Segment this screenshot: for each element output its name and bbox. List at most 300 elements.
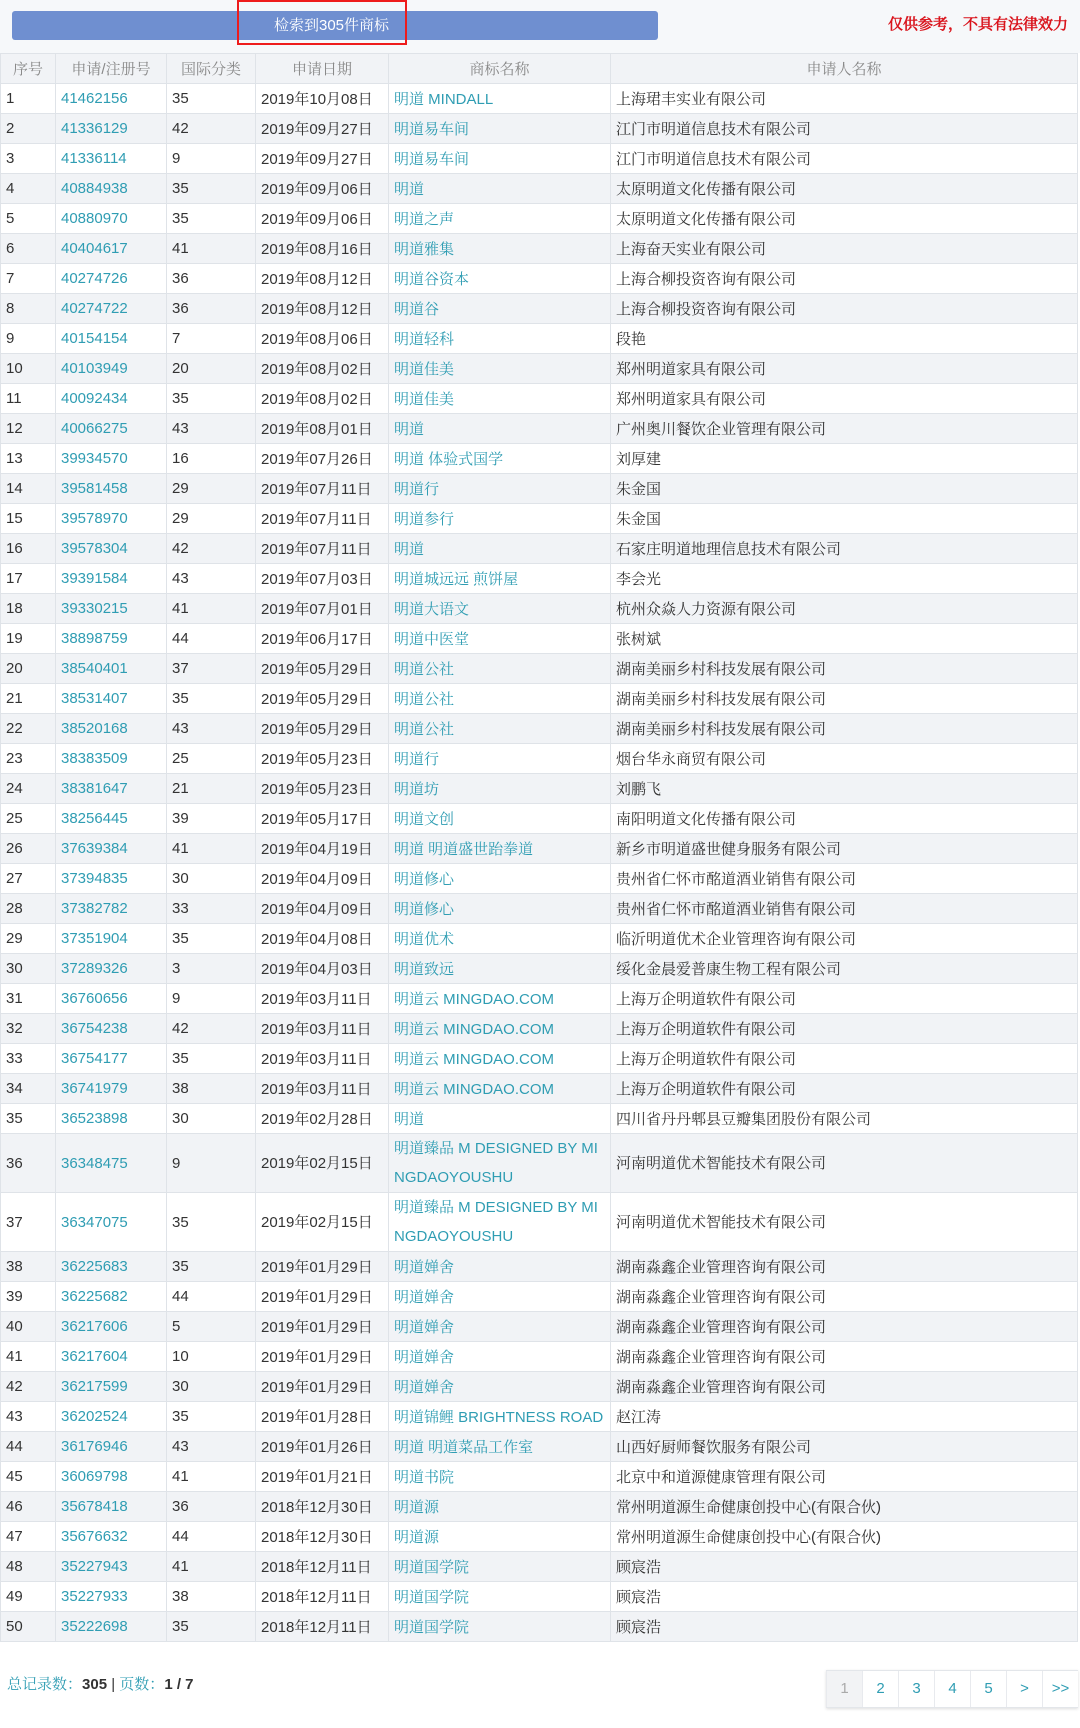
applicant-cell: 绥化金晨爱普康生物工程有限公司 (611, 954, 1078, 984)
class-cell: 41 (167, 234, 256, 264)
reg-number-link[interactable]: 38531407 (56, 684, 167, 714)
trademark-name-link[interactable]: 明道佳美 (389, 384, 611, 414)
date-cell: 2019年06月17日 (256, 624, 389, 654)
date-cell: 2019年07月26日 (256, 444, 389, 474)
table-row (1, 954, 1078, 984)
row-index: 18 (1, 594, 56, 624)
row-index: 48 (1, 1552, 56, 1582)
trademark-name-link[interactable]: 明道佳美 (389, 354, 611, 384)
trademark-name-link[interactable]: 明道云 MINGDAO.COM (389, 1044, 611, 1074)
class-cell: 35 (167, 84, 256, 114)
table-row (1, 1282, 1078, 1312)
class-cell: 10 (167, 1342, 256, 1372)
class-cell: 9 (167, 144, 256, 174)
applicant-cell: 朱金国 (611, 504, 1078, 534)
date-cell: 2019年05月17日 (256, 804, 389, 834)
trademark-name-link[interactable]: 明道婵舍 (389, 1372, 611, 1402)
table-row (1, 834, 1078, 864)
row-index: 24 (1, 774, 56, 804)
applicant-cell: 新乡市明道盛世健身服务有限公司 (611, 834, 1078, 864)
date-cell: 2019年09月06日 (256, 204, 389, 234)
applicant-cell: 湖南淼鑫企业管理咨询有限公司 (611, 1342, 1078, 1372)
date-cell: 2019年08月12日 (256, 294, 389, 324)
reg-number-link[interactable]: 39330215 (56, 594, 167, 624)
applicant-cell: 太原明道文化传播有限公司 (611, 204, 1078, 234)
class-cell: 21 (167, 774, 256, 804)
table-row (1, 84, 1078, 114)
column-header-class: 国际分类 (167, 54, 256, 84)
applicant-cell: 北京中和道源健康管理有限公司 (611, 1462, 1078, 1492)
reg-number-link[interactable]: 38898759 (56, 624, 167, 654)
table-row (1, 1372, 1078, 1402)
total-value: 305 (82, 1676, 108, 1693)
applicant-cell: 顾宸浩 (611, 1582, 1078, 1612)
applicant-cell: 山西好厨师餐饮服务有限公司 (611, 1432, 1078, 1462)
row-index: 4 (1, 174, 56, 204)
table-row (1, 1134, 1078, 1193)
date-cell: 2019年02月15日 (256, 1134, 389, 1193)
trademark-name-link[interactable]: 明道臻品 M DESIGNED BY MINGDAOYOUSHU (389, 1134, 611, 1193)
row-index: 28 (1, 894, 56, 924)
reg-number-link[interactable]: 40103949 (56, 354, 167, 384)
date-cell: 2019年05月29日 (256, 714, 389, 744)
class-cell: 35 (167, 684, 256, 714)
reg-number-link[interactable]: 39581458 (56, 474, 167, 504)
reg-number-link[interactable]: 35227933 (56, 1582, 167, 1612)
trademark-name-link[interactable]: 明道易车间 (389, 144, 611, 174)
table-header-row (1, 54, 1078, 84)
page-1-button[interactable]: 1 (826, 1671, 862, 1707)
row-index: 45 (1, 1462, 56, 1492)
trademark-name-link[interactable]: 明道修心 (389, 894, 611, 924)
applicant-cell: 湖南淼鑫企业管理咨询有限公司 (611, 1372, 1078, 1402)
row-index: 50 (1, 1612, 56, 1642)
class-cell: 35 (167, 1402, 256, 1432)
row-index: 35 (1, 1104, 56, 1134)
record-summary (7, 1673, 194, 1694)
class-cell: 42 (167, 114, 256, 144)
table-row (1, 534, 1078, 564)
row-index: 8 (1, 294, 56, 324)
class-cell: 7 (167, 324, 256, 354)
trademark-name-link[interactable]: 明道雅集 (389, 234, 611, 264)
reg-number-link[interactable]: 36202524 (56, 1402, 167, 1432)
trademark-name-link[interactable]: 明道行 (389, 474, 611, 504)
applicant-cell: 湖南淼鑫企业管理咨询有限公司 (611, 1312, 1078, 1342)
trademark-name-link[interactable]: 明道易车间 (389, 114, 611, 144)
table-row (1, 894, 1078, 924)
table-row (1, 414, 1078, 444)
date-cell: 2018年12月11日 (256, 1552, 389, 1582)
table-row (1, 744, 1078, 774)
class-cell: 35 (167, 1044, 256, 1074)
class-cell: 35 (167, 174, 256, 204)
reg-number-link[interactable]: 35222698 (56, 1612, 167, 1642)
row-index: 41 (1, 1342, 56, 1372)
row-index: 36 (1, 1134, 56, 1193)
pages-label: 页数： (119, 1676, 165, 1693)
date-cell: 2019年08月12日 (256, 264, 389, 294)
applicant-cell: 江门市明道信息技术有限公司 (611, 144, 1078, 174)
trademark-table (0, 53, 1078, 1642)
top-bar (0, 0, 1080, 53)
trademark-name-link[interactable]: 明道轻科 (389, 324, 611, 354)
date-cell: 2019年08月02日 (256, 354, 389, 384)
applicant-cell: 李会光 (611, 564, 1078, 594)
reg-number-link[interactable]: 40404617 (56, 234, 167, 264)
trademark-name-link[interactable]: 明道云 MINGDAO.COM (389, 1074, 611, 1104)
date-cell: 2019年07月11日 (256, 534, 389, 564)
date-cell: 2019年08月06日 (256, 324, 389, 354)
table-body (1, 84, 1078, 1642)
date-cell: 2019年01月26日 (256, 1432, 389, 1462)
page-3-button[interactable]: 3 (898, 1671, 934, 1707)
column-header-date: 申请日期 (256, 54, 389, 84)
trademark-name-link[interactable]: 明道之声 (389, 204, 611, 234)
row-index: 42 (1, 1372, 56, 1402)
date-cell: 2019年07月03日 (256, 564, 389, 594)
trademark-name-link[interactable]: 明道坊 (389, 774, 611, 804)
trademark-name-link[interactable]: 明道文创 (389, 804, 611, 834)
applicant-cell: 刘鹏飞 (611, 774, 1078, 804)
class-cell: 20 (167, 354, 256, 384)
trademark-name-link[interactable]: 明道致远 (389, 954, 611, 984)
reg-number-link[interactable]: 38520168 (56, 714, 167, 744)
date-cell: 2019年08月16日 (256, 234, 389, 264)
table-row (1, 714, 1078, 744)
reg-number-link[interactable]: 38381647 (56, 774, 167, 804)
row-index: 34 (1, 1074, 56, 1104)
date-cell: 2019年10月08日 (256, 84, 389, 114)
trademark-name-link[interactable]: 明道大语文 (389, 594, 611, 624)
reg-number-link[interactable]: 35676632 (56, 1522, 167, 1552)
reg-number-link[interactable]: 37289326 (56, 954, 167, 984)
reg-number-link[interactable]: 41336114 (56, 144, 167, 174)
applicant-cell: 顾宸浩 (611, 1612, 1078, 1642)
reg-number-link[interactable]: 40154154 (56, 324, 167, 354)
reg-number-link[interactable]: 40880970 (56, 204, 167, 234)
class-cell: 33 (167, 894, 256, 924)
reg-number-link[interactable]: 37382782 (56, 894, 167, 924)
class-cell: 41 (167, 594, 256, 624)
column-header-trademark: 商标名称 (389, 54, 611, 84)
applicant-cell: 南阳明道文化传播有限公司 (611, 804, 1078, 834)
reg-number-link[interactable]: 36760656 (56, 984, 167, 1014)
applicant-cell: 上海万企明道软件有限公司 (611, 984, 1078, 1014)
reg-number-link[interactable]: 36069798 (56, 1462, 167, 1492)
trademark-name-link[interactable]: 明道国学院 (389, 1612, 611, 1642)
row-index: 5 (1, 204, 56, 234)
reg-number-link[interactable]: 40066275 (56, 414, 167, 444)
reg-number-link[interactable]: 40274726 (56, 264, 167, 294)
trademark-name-link[interactable]: 明道云 MINGDAO.COM (389, 984, 611, 1014)
table-row (1, 1432, 1078, 1462)
trademark-name-link[interactable]: 明道 MINDALL (389, 84, 611, 114)
trademark-name-link[interactable]: 明道谷资本 (389, 264, 611, 294)
reg-number-link[interactable]: 38256445 (56, 804, 167, 834)
trademark-name-link[interactable]: 明道公社 (389, 714, 611, 744)
date-cell: 2019年07月11日 (256, 504, 389, 534)
applicant-cell: 贵州省仁怀市酩道酒业销售有限公司 (611, 894, 1078, 924)
date-cell: 2019年09月27日 (256, 144, 389, 174)
reg-number-link[interactable]: 37351904 (56, 924, 167, 954)
row-index: 12 (1, 414, 56, 444)
page-5-button[interactable]: 5 (970, 1671, 1006, 1707)
trademark-name-link[interactable]: 明道婵舍 (389, 1252, 611, 1282)
table-row (1, 1342, 1078, 1372)
reg-number-link[interactable]: 36754177 (56, 1044, 167, 1074)
class-cell: 29 (167, 474, 256, 504)
row-index: 10 (1, 354, 56, 384)
applicant-cell: 临沂明道优术企业管理咨询有限公司 (611, 924, 1078, 954)
trademark-name-link[interactable]: 明道修心 (389, 864, 611, 894)
reg-number-link[interactable]: 35678418 (56, 1492, 167, 1522)
trademark-name-link[interactable]: 明道谷 (389, 294, 611, 324)
applicant-cell: 河南明道优术智能技术有限公司 (611, 1193, 1078, 1252)
row-index: 17 (1, 564, 56, 594)
reg-number-link[interactable]: 36754238 (56, 1014, 167, 1044)
trademark-name-link[interactable]: 明道 (389, 414, 611, 444)
row-index: 16 (1, 534, 56, 564)
trademark-name-link[interactable]: 明道参行 (389, 504, 611, 534)
row-index: 14 (1, 474, 56, 504)
row-index: 1 (1, 84, 56, 114)
class-cell: 43 (167, 714, 256, 744)
date-cell: 2019年02月28日 (256, 1104, 389, 1134)
date-cell: 2019年04月19日 (256, 834, 389, 864)
class-cell: 36 (167, 1492, 256, 1522)
table-row (1, 1312, 1078, 1342)
date-cell: 2018年12月30日 (256, 1522, 389, 1552)
class-cell: 5 (167, 1312, 256, 1342)
table-row (1, 354, 1078, 384)
trademark-name-link[interactable]: 明道书院 (389, 1462, 611, 1492)
applicant-cell: 郑州明道家具有限公司 (611, 354, 1078, 384)
row-index: 15 (1, 504, 56, 534)
row-index: 26 (1, 834, 56, 864)
table-row (1, 654, 1078, 684)
page-2-button[interactable]: 2 (862, 1671, 898, 1707)
trademark-name-link[interactable]: 明道城远远 煎饼屋 (389, 564, 611, 594)
date-cell: 2019年05月29日 (256, 684, 389, 714)
trademark-name-link[interactable]: 明道优术 (389, 924, 611, 954)
table-row (1, 1522, 1078, 1552)
class-cell: 42 (167, 534, 256, 564)
table-row (1, 924, 1078, 954)
reg-number-link[interactable]: 37394835 (56, 864, 167, 894)
reg-number-link[interactable]: 36348475 (56, 1134, 167, 1193)
date-cell: 2019年01月21日 (256, 1462, 389, 1492)
reg-number-link[interactable]: 36217606 (56, 1312, 167, 1342)
date-cell: 2019年01月29日 (256, 1372, 389, 1402)
table-row (1, 114, 1078, 144)
row-index: 40 (1, 1312, 56, 1342)
applicant-cell: 贵州省仁怀市酩道酒业销售有限公司 (611, 864, 1078, 894)
trademark-name-link[interactable]: 明道 (389, 534, 611, 564)
table-row (1, 294, 1078, 324)
applicant-cell: 湖南美丽乡村科技发展有限公司 (611, 654, 1078, 684)
class-cell: 16 (167, 444, 256, 474)
reg-number-link[interactable]: 37639384 (56, 834, 167, 864)
reg-number-link[interactable]: 40274722 (56, 294, 167, 324)
reg-number-link[interactable]: 40884938 (56, 174, 167, 204)
row-index: 20 (1, 654, 56, 684)
class-cell: 3 (167, 954, 256, 984)
reg-number-link[interactable]: 38540401 (56, 654, 167, 684)
reg-number-link[interactable]: 36741979 (56, 1074, 167, 1104)
class-cell: 30 (167, 1104, 256, 1134)
pages-value: 1 / 7 (164, 1676, 194, 1693)
class-cell: 35 (167, 204, 256, 234)
reg-number-link[interactable]: 36217599 (56, 1372, 167, 1402)
date-cell: 2019年01月29日 (256, 1342, 389, 1372)
reg-number-link[interactable]: 41462156 (56, 84, 167, 114)
class-cell: 43 (167, 564, 256, 594)
table-row (1, 1104, 1078, 1134)
table-row (1, 264, 1078, 294)
class-cell: 35 (167, 1193, 256, 1252)
class-cell: 38 (167, 1074, 256, 1104)
reg-number-link[interactable]: 39578304 (56, 534, 167, 564)
row-index: 25 (1, 804, 56, 834)
row-index: 7 (1, 264, 56, 294)
applicant-cell: 四川省丹丹郫县豆瓣集团股份有限公司 (611, 1104, 1078, 1134)
trademark-name-link[interactable]: 明道行 (389, 744, 611, 774)
trademark-name-link[interactable]: 明道源 (389, 1492, 611, 1522)
row-index: 31 (1, 984, 56, 1014)
class-cell: 42 (167, 1014, 256, 1044)
reg-number-link[interactable]: 39578970 (56, 504, 167, 534)
page-4-button[interactable]: 4 (934, 1671, 970, 1707)
class-cell: 44 (167, 624, 256, 654)
applicant-cell: 上海合柳投资咨询有限公司 (611, 264, 1078, 294)
table-row (1, 1193, 1078, 1252)
trademark-name-link[interactable]: 明道公社 (389, 654, 611, 684)
trademark-name-link[interactable]: 明道公社 (389, 684, 611, 714)
row-index: 27 (1, 864, 56, 894)
class-cell: 9 (167, 984, 256, 1014)
class-cell: 43 (167, 1432, 256, 1462)
trademark-name-link[interactable]: 明道婵舍 (389, 1342, 611, 1372)
trademark-name-link[interactable]: 明道臻品 M DESIGNED BY MINGDAOYOUSHU (389, 1193, 611, 1252)
reg-number-link[interactable]: 36225682 (56, 1282, 167, 1312)
reg-number-link[interactable]: 36176946 (56, 1432, 167, 1462)
class-cell: 35 (167, 384, 256, 414)
date-cell: 2019年03月11日 (256, 984, 389, 1014)
table-row (1, 1014, 1078, 1044)
class-cell: 35 (167, 1252, 256, 1282)
reg-number-link[interactable]: 39391584 (56, 564, 167, 594)
trademark-name-link[interactable]: 明道婵舍 (389, 1312, 611, 1342)
table-row (1, 774, 1078, 804)
applicant-cell: 河南明道优术智能技术有限公司 (611, 1134, 1078, 1193)
table-row (1, 864, 1078, 894)
applicant-cell: 张树斌 (611, 624, 1078, 654)
date-cell: 2019年04月08日 (256, 924, 389, 954)
reg-number-link[interactable]: 39934570 (56, 444, 167, 474)
class-cell: 9 (167, 1134, 256, 1193)
date-cell: 2019年04月09日 (256, 864, 389, 894)
applicant-cell: 上海万企明道软件有限公司 (611, 1014, 1078, 1044)
date-cell: 2019年04月09日 (256, 894, 389, 924)
date-cell: 2019年03月11日 (256, 1044, 389, 1074)
row-index: 9 (1, 324, 56, 354)
row-index: 46 (1, 1492, 56, 1522)
table-row (1, 1252, 1078, 1282)
table-row (1, 684, 1078, 714)
table-row (1, 804, 1078, 834)
reg-number-link[interactable]: 38383509 (56, 744, 167, 774)
trademark-name-link[interactable]: 明道 明道菜品工作室 (389, 1432, 611, 1462)
class-cell: 36 (167, 264, 256, 294)
reg-number-link[interactable]: 35227943 (56, 1552, 167, 1582)
date-cell: 2019年05月29日 (256, 654, 389, 684)
class-cell: 41 (167, 1552, 256, 1582)
row-index: 29 (1, 924, 56, 954)
reg-number-link[interactable]: 36347075 (56, 1193, 167, 1252)
trademark-name-link[interactable]: 明道 明道盛世跆拳道 (389, 834, 611, 864)
applicant-cell: 上海奋天实业有限公司 (611, 234, 1078, 264)
class-cell: 41 (167, 834, 256, 864)
trademark-name-link[interactable]: 明道国学院 (389, 1552, 611, 1582)
reg-number-link[interactable]: 40092434 (56, 384, 167, 414)
applicant-cell: 上海万企明道软件有限公司 (611, 1044, 1078, 1074)
row-index: 39 (1, 1282, 56, 1312)
date-cell: 2018年12月30日 (256, 1492, 389, 1522)
reg-number-link[interactable]: 36217604 (56, 1342, 167, 1372)
total-label: 总记录数： (7, 1676, 83, 1693)
row-index: 43 (1, 1402, 56, 1432)
row-index: 23 (1, 744, 56, 774)
trademark-name-link[interactable]: 明道源 (389, 1522, 611, 1552)
last-page-button[interactable]: >> (1042, 1671, 1078, 1707)
trademark-name-link[interactable]: 明道 (389, 1104, 611, 1134)
next-page-button[interactable]: > (1006, 1671, 1042, 1707)
row-index: 32 (1, 1014, 56, 1044)
class-cell: 38 (167, 1582, 256, 1612)
reg-number-link[interactable]: 36523898 (56, 1104, 167, 1134)
date-cell: 2019年07月11日 (256, 474, 389, 504)
row-index: 13 (1, 444, 56, 474)
trademark-name-link[interactable]: 明道 体验式国学 (389, 444, 611, 474)
date-cell: 2019年01月28日 (256, 1402, 389, 1432)
pagination (826, 1670, 1078, 1708)
applicant-cell: 上海万企明道软件有限公司 (611, 1074, 1078, 1104)
trademark-name-link[interactable]: 明道 (389, 174, 611, 204)
table-row (1, 1462, 1078, 1492)
reg-number-link[interactable]: 41336129 (56, 114, 167, 144)
table-row (1, 984, 1078, 1014)
date-cell: 2019年03月11日 (256, 1014, 389, 1044)
applicant-cell: 刘厚建 (611, 444, 1078, 474)
trademark-name-link[interactable]: 明道国学院 (389, 1582, 611, 1612)
applicant-cell: 段艳 (611, 324, 1078, 354)
row-index: 11 (1, 384, 56, 414)
date-cell: 2019年05月23日 (256, 744, 389, 774)
trademark-name-link[interactable]: 明道云 MINGDAO.COM (389, 1014, 611, 1044)
date-cell: 2019年01月29日 (256, 1312, 389, 1342)
applicant-cell: 朱金国 (611, 474, 1078, 504)
table-row (1, 1492, 1078, 1522)
trademark-name-link[interactable]: 明道婵舍 (389, 1282, 611, 1312)
class-cell: 37 (167, 654, 256, 684)
trademark-name-link[interactable]: 明道锦鲤 BRIGHTNESS ROAD (389, 1402, 611, 1432)
trademark-name-link[interactable]: 明道中医堂 (389, 624, 611, 654)
applicant-cell: 上海珺丰实业有限公司 (611, 84, 1078, 114)
row-index: 22 (1, 714, 56, 744)
reg-number-link[interactable]: 36225683 (56, 1252, 167, 1282)
applicant-cell: 常州明道源生命健康创投中心(有限合伙) (611, 1492, 1078, 1522)
